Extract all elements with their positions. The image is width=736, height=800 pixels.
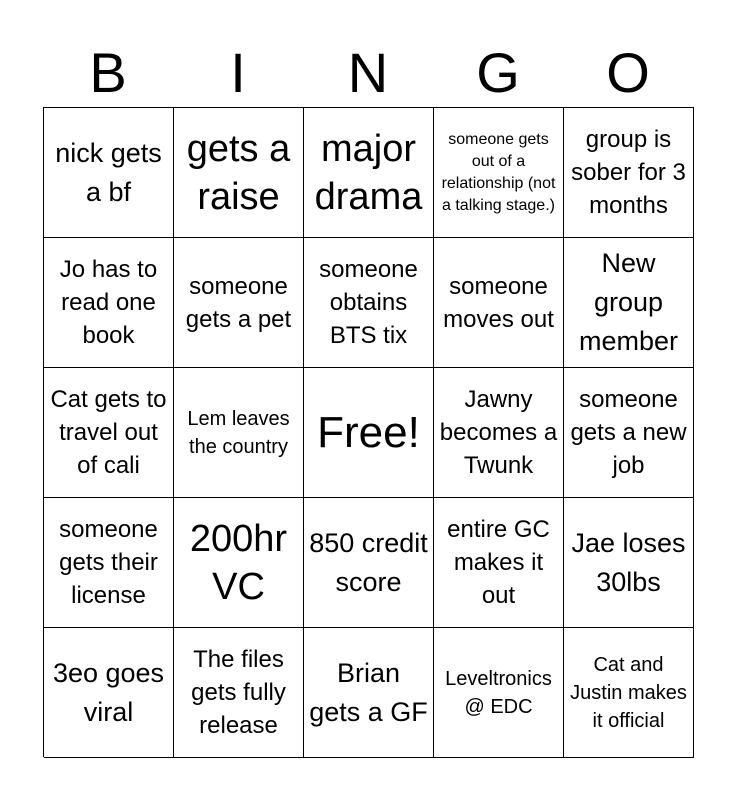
cell-text: major drama — [314, 127, 423, 218]
cell-text: New group member — [578, 248, 679, 356]
cell-text: gets a raise — [186, 127, 291, 218]
cell-text: nick gets a bf — [55, 137, 162, 207]
bingo-board — [43, 107, 694, 757]
bingo-cell[interactable] — [44, 498, 174, 628]
header-letter-i: I — [230, 41, 246, 104]
cell-text: 850 credit score — [309, 527, 428, 597]
bingo-cell[interactable] — [174, 628, 304, 758]
bingo-cell[interactable] — [44, 238, 174, 368]
bingo-cell[interactable] — [304, 628, 434, 758]
cell-text: Leveltronics @ EDC — [445, 667, 552, 718]
header-letter-n: N — [347, 41, 389, 104]
cell-text: entire GC makes it out — [447, 516, 550, 609]
cell-text: 3eo goes viral — [52, 657, 165, 727]
bingo-cell[interactable] — [304, 498, 434, 628]
cell-text: Brian gets a GF — [309, 657, 428, 727]
bingo-cell[interactable] — [174, 108, 304, 238]
bingo-cell[interactable] — [434, 238, 564, 368]
bingo-cell[interactable] — [434, 498, 564, 628]
cell-text: someone gets a pet — [185, 272, 292, 333]
bingo-cell[interactable] — [174, 238, 304, 368]
bingo-cell[interactable] — [44, 628, 174, 758]
bingo-cell[interactable] — [564, 368, 694, 498]
cell-text: The files gets fully release — [191, 646, 286, 739]
bingo-cell[interactable] — [564, 628, 694, 758]
cell-text: Jae loses 30lbs — [571, 527, 686, 597]
cell-text: someone obtains BTS tix — [319, 256, 418, 349]
cell-text: someone gets a new job — [570, 386, 687, 479]
bingo-cell[interactable] — [174, 498, 304, 628]
cell-text: someone gets their license — [59, 516, 158, 609]
cell-text: Cat gets to travel out of cali — [50, 386, 167, 479]
cell-text: 200hr VC — [189, 517, 288, 608]
bingo-cell[interactable] — [434, 368, 564, 498]
bingo-header — [43, 38, 693, 108]
cell-text: Lem leaves the country — [187, 407, 290, 458]
bingo-cell[interactable] — [434, 628, 564, 758]
bingo-cell[interactable] — [44, 368, 174, 498]
bingo-cell[interactable] — [174, 368, 304, 498]
bingo-cell[interactable] — [304, 238, 434, 368]
cell-text: someone moves out — [443, 272, 554, 333]
cell-text: Free! — [317, 407, 420, 457]
cell-text: Jo has to read one book — [59, 256, 158, 349]
cell-text: someone gets out of a relationship (not a talking stage.) — [441, 130, 556, 214]
bingo-cell[interactable] — [564, 238, 694, 368]
header-letter-g: G — [476, 41, 520, 104]
cell-text: Cat and Justin makes it official — [570, 653, 687, 732]
cell-text: group is sober for 3 months — [571, 126, 686, 219]
cell-text: Jawny becomes a Twunk — [439, 386, 558, 479]
header-letter-o: O — [606, 41, 650, 104]
bingo-cell[interactable] — [304, 108, 434, 238]
bingo-cell[interactable] — [44, 108, 174, 238]
bingo-cell[interactable] — [564, 498, 694, 628]
bingo-cell[interactable] — [564, 108, 694, 238]
header-letter-b: B — [89, 41, 127, 104]
bingo-cell[interactable] — [434, 108, 564, 238]
bingo-cell-free[interactable] — [304, 368, 434, 498]
